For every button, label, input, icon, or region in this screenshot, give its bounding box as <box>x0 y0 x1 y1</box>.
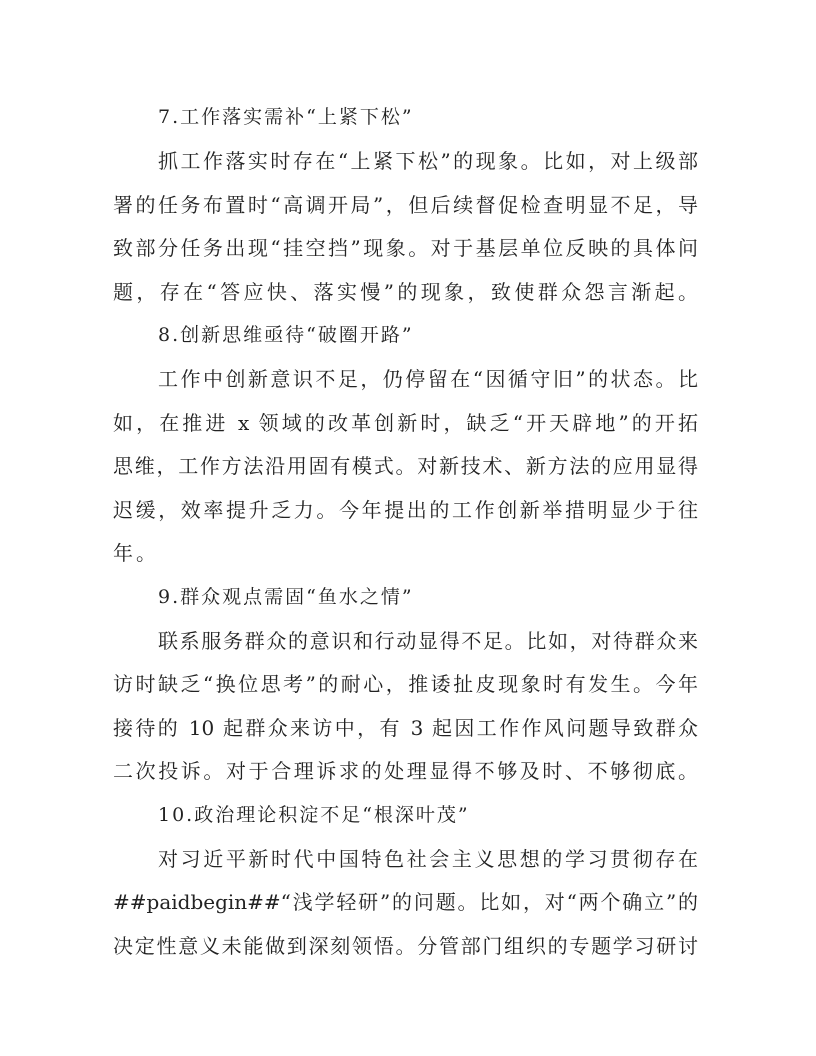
paragraph-line: 接待的 10 起群众来访中，有 3 起因工作作风问题导致群众 <box>113 715 698 740</box>
paragraph-line: 致部分任务出现“挂空挡”现象。对于基层单位反映的具体问 <box>113 236 698 260</box>
section-heading: 8.创新思维亟待“破圈开路” <box>158 324 414 346</box>
section-paragraph <box>113 358 698 576</box>
paragraph-line: 决定性意义未能做到深刻领悟。分管部门组织的专题学习研讨 <box>113 933 698 958</box>
paragraph-line: 访时缺乏“换位思考”的耐心，推诿扯皮现象时有发生。今年 <box>113 672 698 696</box>
paragraph-line: 署的任务布置时“高调开局”，但后续督促检查明显不足，导 <box>113 192 698 217</box>
section-paragraph <box>113 140 698 314</box>
paragraph-line: 联系服务群众的意识和行动显得不足。比如，对待群众来 <box>158 628 698 653</box>
paragraph-line: 题，存在“答应快、落实慢”的现象，致使群众怨言渐起。 <box>113 279 698 304</box>
paragraph-line: 二次投诉。对于合理诉求的处理显得不够及时、不够彻底。 <box>113 759 698 783</box>
paragraph-line: 迟缓，效率提升乏力。今年提出的工作创新举措明显少于往 <box>113 497 698 522</box>
section-heading: 10.政治理论积淀不足“根深叶茂” <box>158 803 470 826</box>
paragraph-line: 对习近平新时代中国特色社会主义思想的学习贯彻存在 <box>158 846 698 871</box>
section-paragraph <box>113 620 698 794</box>
paragraph-line: ##paidbegin##“浅学轻研”的问题。比如，对“两个确立”的 <box>113 890 698 914</box>
paragraph-line: 思维，工作方法沿用固有模式。对新技术、新方法的应用显得 <box>113 454 698 478</box>
section-heading: 9.群众观点需固“鱼水之情” <box>158 585 414 608</box>
paragraph-line: 抓工作落实时存在“上紧下松”的现象。比如，对上级部 <box>158 149 698 173</box>
paragraph-line: 工作中创新意识不足，仍停留在“因循守旧”的状态。比 <box>158 367 698 391</box>
paragraph-line: 如，在推进 x 领域的改革创新时，缺乏“开天辟地”的开拓 <box>113 410 698 435</box>
document-page <box>113 96 698 968</box>
paragraph-line: 年。 <box>113 541 159 565</box>
section-heading: 7.工作落实需补“上紧下松” <box>158 106 414 128</box>
section-paragraph <box>113 838 698 969</box>
